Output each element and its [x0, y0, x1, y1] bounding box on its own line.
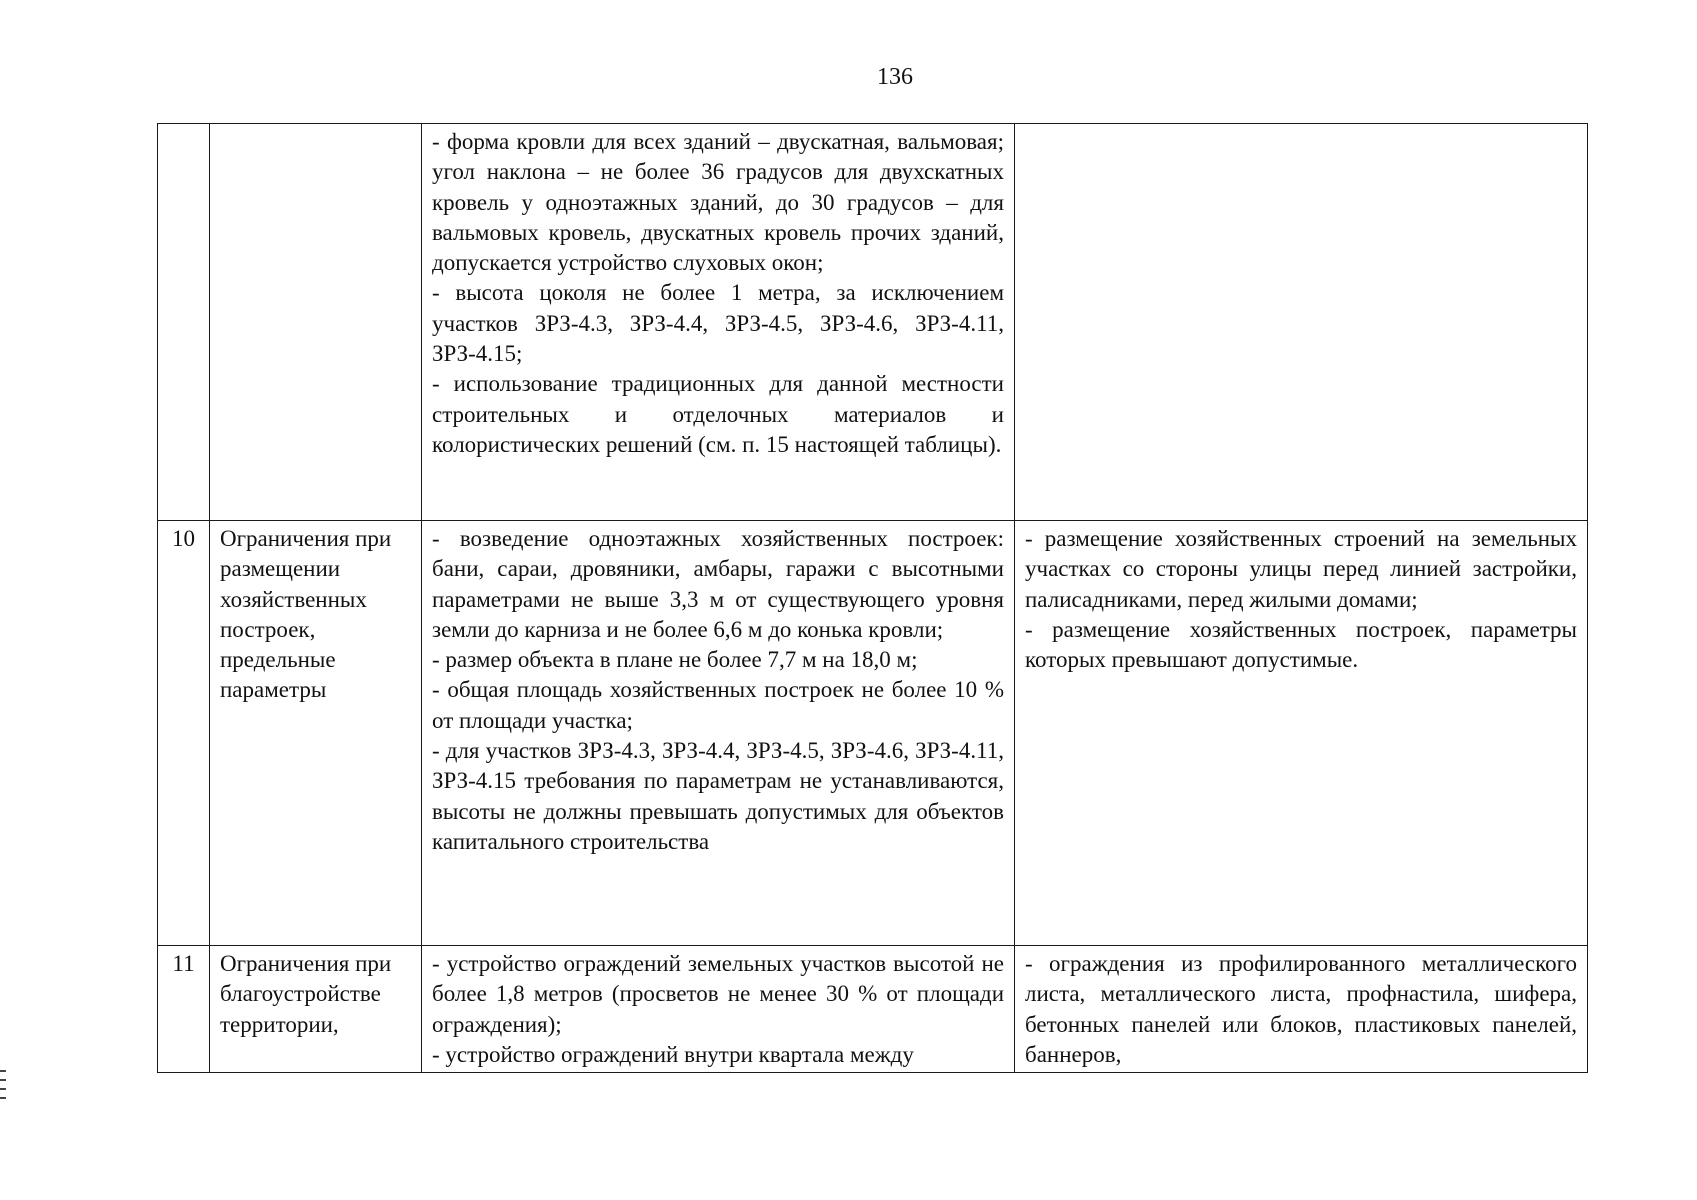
row-number-cell [158, 124, 210, 521]
table-row [158, 521, 1588, 946]
restriction-name: Ограничения при благоустройстве территории, [220, 951, 392, 1037]
requirement-item: - форма кровли для всех зданий – двускатная, вальмовая; угол наклона – не более 36 градусов для двухскатных кровель у одноэтажных зданий, до 30 градусов – для вальмовых кровель, двускатных кровель прочих зданий, допускается устройство слуховых окон; [432, 129, 1004, 276]
row-number-cell: 10 [158, 521, 210, 946]
prohibitions-cell [1015, 521, 1588, 946]
regulations-table [157, 123, 1588, 1073]
scan-margin-marks [0, 1070, 8, 1106]
restriction-name-cell [210, 124, 422, 521]
prohibition-item: - ограждения из профилированного металлического листа, металлического листа, профнастила, шифера, бетонных панелей или блоков, пластиковых панелей, баннеров, [1025, 951, 1577, 1067]
prohibitions-cell [1015, 946, 1588, 1073]
requirement-item: - общая площадь хозяйственных построек не более 10 % от площади участка; [432, 677, 1004, 733]
requirement-item: - размер объекта в плане не более 7,7 м на 18,0 м; [432, 647, 918, 673]
requirement-item: - высота цоколя не более 1 метра, за исключением участков ЗРЗ-4.3, ЗРЗ-4.4, ЗРЗ-4.5, ЗРЗ-4.6, ЗРЗ-4.11, ЗРЗ-4.15; [432, 280, 1004, 367]
requirement-item: - использование традиционных для данной местности строительных и отделочных материалов и колористических решений (см. п. 15 настоящей таблицы). [432, 371, 1004, 457]
requirement-item: - возведение одноэтажных хозяйственных построек: бани, сараи, дровяники, амбары, гаражи с высотными параметрами не выше 3,3 м от существующего уровня земли до карниза и не более 6,6 м до конька кровли; [432, 526, 1004, 642]
restriction-name-cell [210, 946, 422, 1073]
requirement-item: - для участков ЗРЗ-4.3, ЗРЗ-4.4, ЗРЗ-4.5, ЗРЗ-4.6, ЗРЗ-4.11, ЗРЗ-4.15 требования по параметрам не устанавливаются, высоты не должны превышать допустимых для объектов капитального строительства [432, 738, 1004, 854]
prohibitions-cell [1015, 124, 1588, 521]
table-row [158, 946, 1588, 1073]
requirement-item: - устройство ограждений земельных участков высотой не более 1,8 метров (просветов не менее 30 % от площади ограждения); [432, 951, 1004, 1037]
restriction-name: Ограничения при размещении хозяйственных построек, предельные параметры [220, 526, 392, 703]
restriction-name-cell [210, 521, 422, 946]
requirement-item: - устройство ограждений внутри квартала между [432, 1041, 914, 1067]
requirements-cell [422, 946, 1015, 1073]
prohibition-item: - размещение хозяйственных строений на земельных участках со стороны улицы перед линией застройки, палисадниками, перед жилыми домами; [1025, 526, 1577, 612]
requirements-cell [422, 124, 1015, 521]
table-row [158, 124, 1588, 521]
prohibition-item: - размещение хозяйственных построек, параметры которых превышают допустимые. [1025, 616, 1577, 673]
requirements-cell [422, 521, 1015, 946]
row-number-cell: 11 [158, 946, 210, 1073]
page-number: 136 [877, 64, 913, 90]
